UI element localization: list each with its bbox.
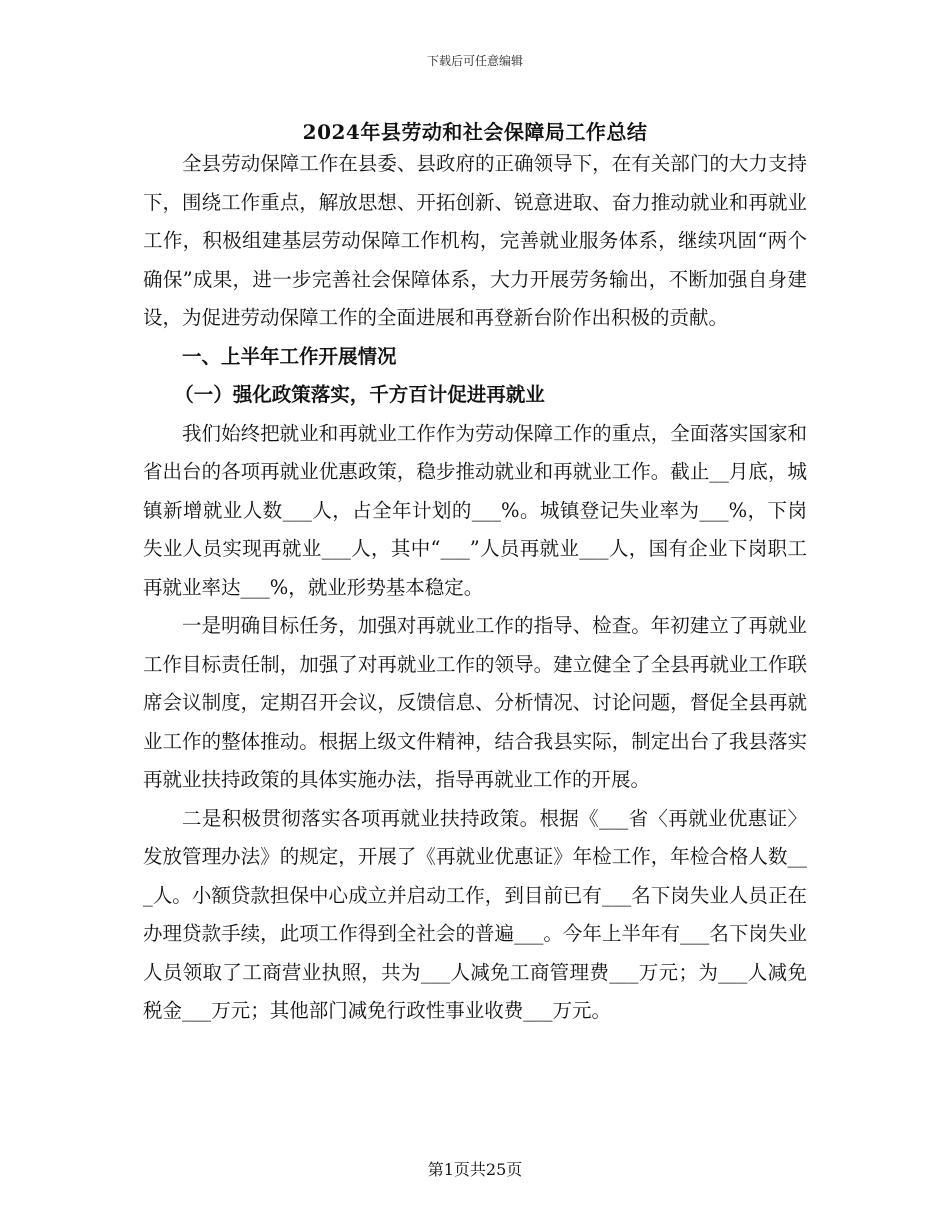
target-task-paragraph: 一是明确目标任务，加强对再就业工作的指导、检查。年初建立了再就业工作目标责任制，加强了对再就业工作的领导。建立健全了全县再就业工作联席会议制度，定期召开会议，反馈信息、分析情况、讨论问题，督促全县再就业工作的整体推动。根据上级文件精神，结合我县实际，制定出台了我县落实再就业扶持政策的具体实施办法，指导再就业工作的开展。 (143, 614, 807, 791)
section-heading: 一、上半年工作开展情况 (182, 344, 397, 368)
page-number: 第1页共25页 (427, 1160, 523, 1179)
subsection-heading: （一）强化政策落实，千方百计促进再就业 (174, 383, 545, 406)
policy-implementation-paragraph: 二是积极贯彻落实各项再就业扶持政策。根据《___省〈再就业优惠证〉发放管理办法》的规定，开展了《再就业优惠证》年检工作，年检合格人数___人。小额贷款担保中心成立并启动工作，到目前已有___名下岗失业人员正在办理贷款手续，此项工作得到全社会的普遍___。今年上半年有___名下岗失业人员领取了工商营业执照，共为___人减免工商管理费___万元；为___人减免税金___万元；其他部门减免行政性事业收费___万元。 (143, 806, 807, 1022)
document-body (143, 145, 807, 1031)
document-title: 2024年县劳动和社会保障局工作总结 (302, 120, 648, 144)
intro-paragraph: 全县劳动保障工作在县委、县政府的正确领导下，在有关部门的大力支持下，围绕工作重点，解放思想、开拓创新、锐意进取、奋力推动就业和再就业工作，积极组建基层劳动保障工作机构，完善就业服务体系，继续巩固“两个确保”成果，进一步完善社会保障体系，大力开展劳务输出，不断加强自身建设，为促进劳动保障工作的全面进展和再登新台阶作出积极的贡献。 (143, 152, 807, 329)
employment-paragraph: 我们始终把就业和再就业工作作为劳动保障工作的重点，全面落实国家和省出台的各项再就业优惠政策，稳步推动就业和再就业工作。截止__月底，城镇新增就业人数___人，占全年计划的___%。城镇登记失业率为___%，下岗失业人员实现再就业___人，其中“___”人员再就业___人，国有企业下岗职工再就业率达___%，就业形势基本稳定。 (143, 421, 807, 599)
download-note: 下载后可任意编辑 (426, 54, 523, 68)
